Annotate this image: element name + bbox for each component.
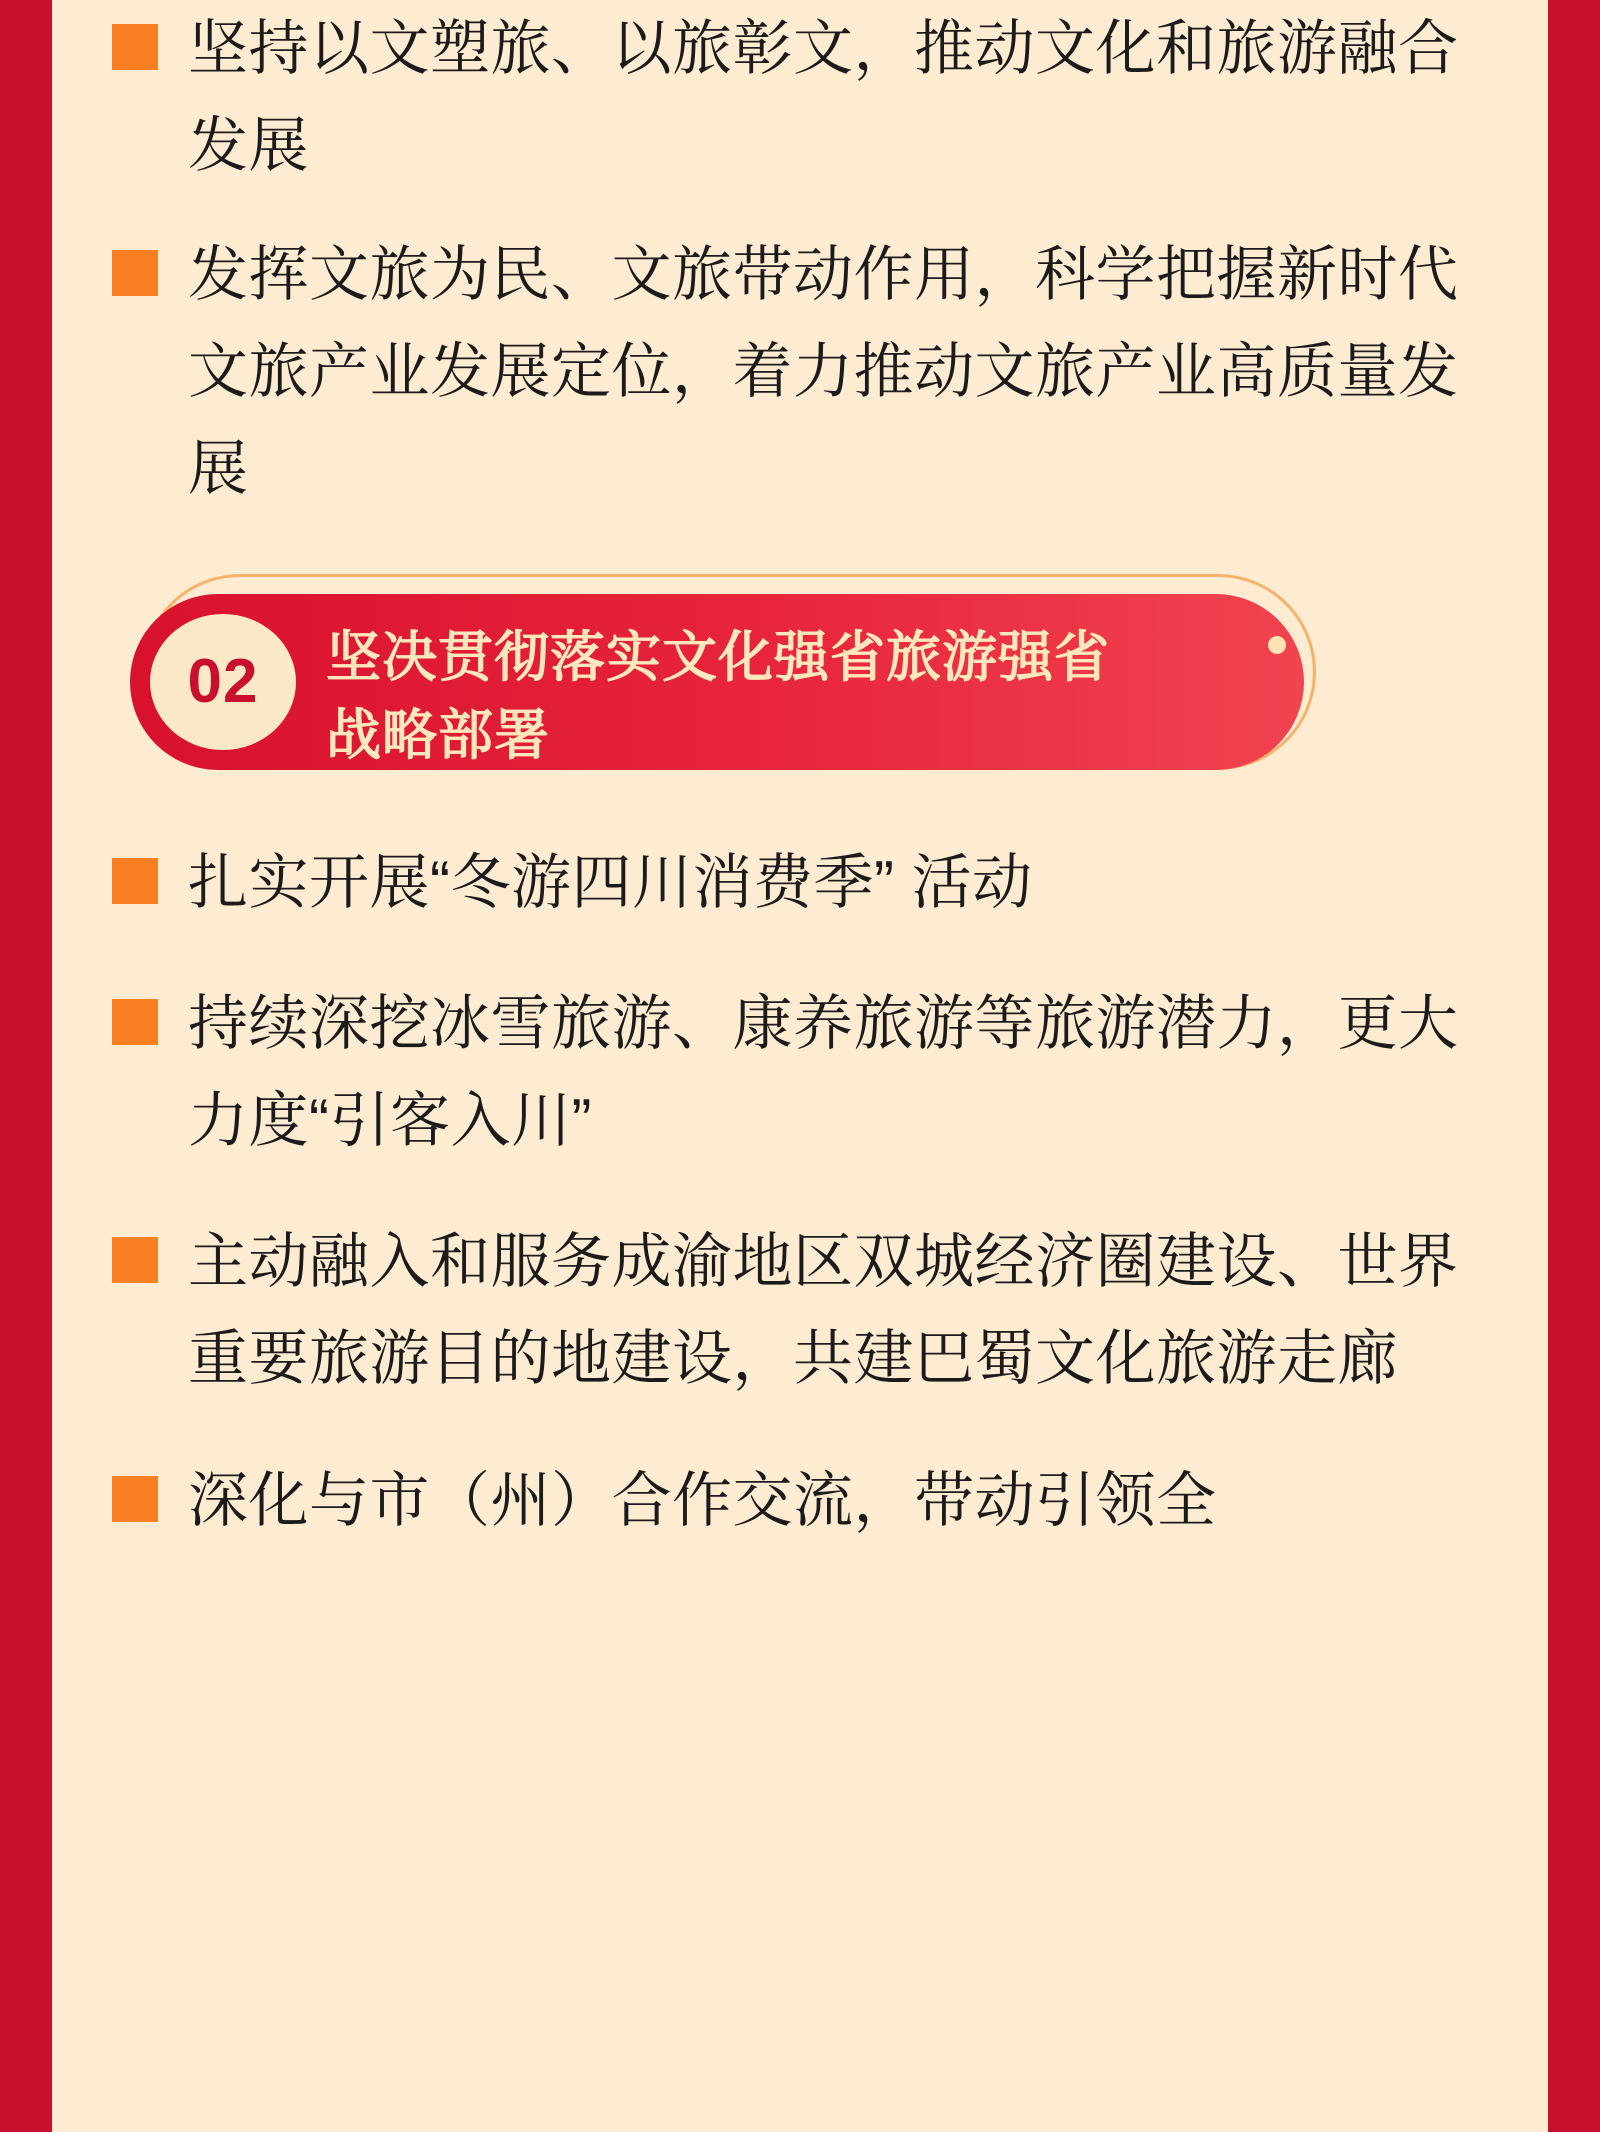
poster-content <box>52 0 1548 2132</box>
square-bullet-icon <box>112 250 158 296</box>
list-item <box>112 0 1488 182</box>
list-item-text: 扎实开展“冬游四川消费季” 活动 <box>188 848 1033 916</box>
list-item-text: 深化与市（州）合作交流，带动引领全 <box>188 1466 1217 1534</box>
section-header <box>130 574 1316 774</box>
section-title <box>326 618 1256 774</box>
list-item-text: 发挥文旅为民、文旅带动作用，科学把握新时代文旅产业发展定位，着力推动文旅产业高质量发展 <box>188 241 1459 503</box>
list-item <box>112 834 1488 931</box>
square-bullet-icon <box>112 24 158 70</box>
square-bullet-icon <box>112 1237 158 1283</box>
section-title-line-1: 坚决贯彻落实文化强省旅游强省 <box>326 625 1111 688</box>
square-bullet-icon <box>112 999 158 1045</box>
section-title-line-2: 战略部署 <box>326 703 551 766</box>
list-item-text: 坚持以文塑旅、以旅彰文，推动文化和旅游融合发展 <box>188 15 1459 180</box>
list-item <box>112 1213 1488 1407</box>
section-number-badge: 02 <box>150 614 296 750</box>
list-item <box>112 226 1488 518</box>
square-bullet-icon <box>112 858 158 904</box>
list-item-text: 持续深挖冰雪旅游、康养旅游等旅游潜力，更大力度“引客入川” <box>188 989 1459 1154</box>
list-item-text: 主动融入和服务成渝地区双城经济圈建设、世界重要旅游目的地建设，共建巴蜀文化旅游走廊 <box>188 1228 1459 1393</box>
square-bullet-icon <box>112 1476 158 1522</box>
list-item <box>112 1452 1488 1549</box>
list-item <box>112 975 1488 1169</box>
decorative-dot-icon <box>1268 636 1286 654</box>
